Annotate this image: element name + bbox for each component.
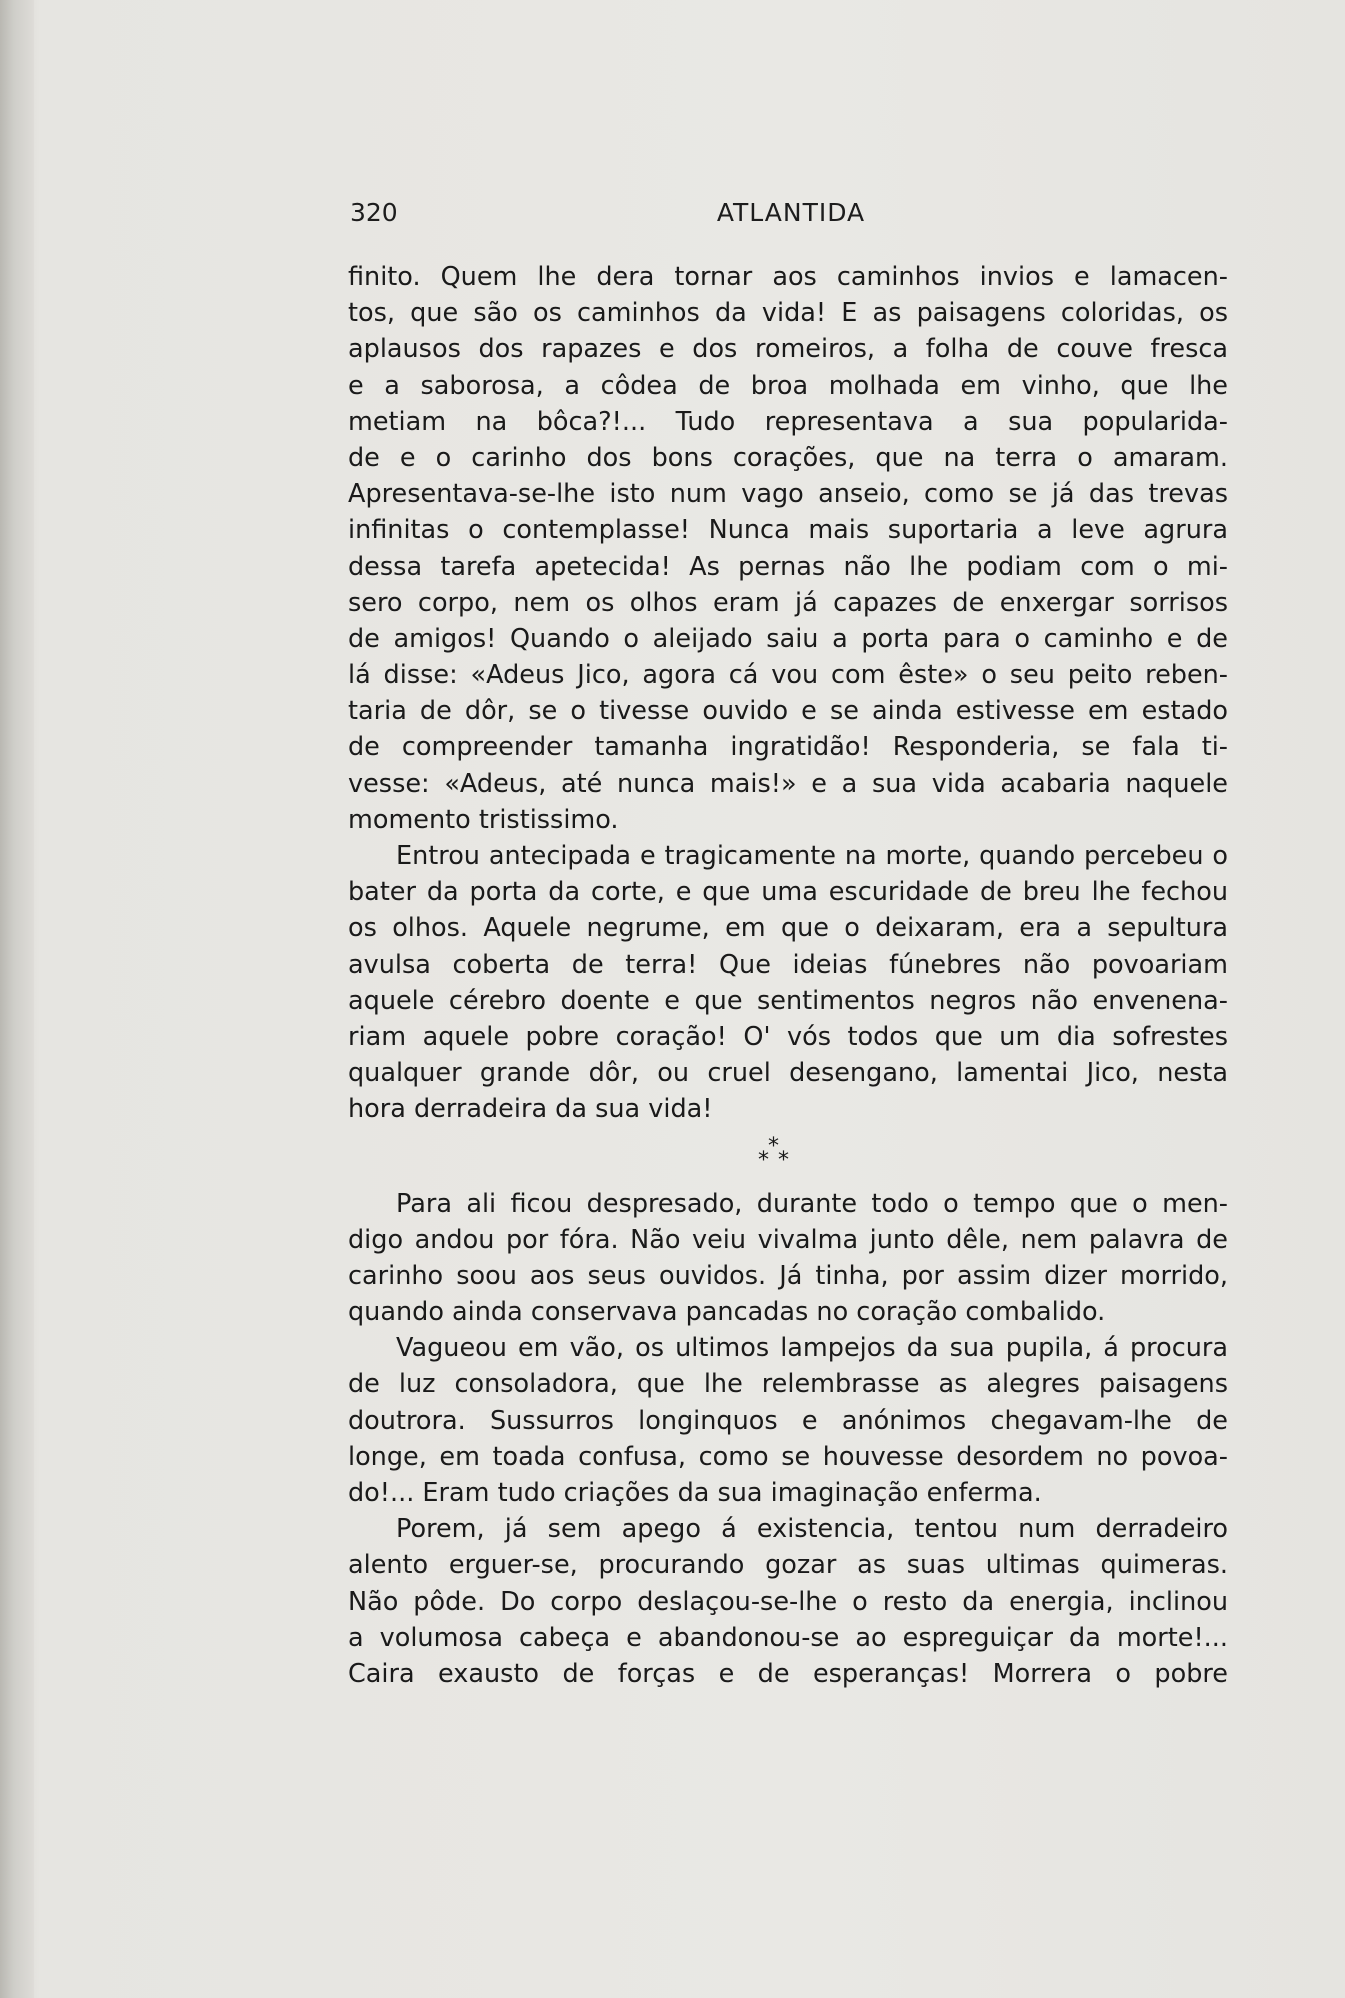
text-line: Apresentava-se-lhe isto num vago anseio, como se já das trevas [348, 479, 1228, 510]
text-line: carinho soou aos seus ouvidos. Já tinha, por assim dizer morrido, [348, 1260, 1228, 1291]
text-line: longe, em toada confusa, como se houvesse desordem no povoa- [348, 1441, 1228, 1472]
text-line: finito. Quem lhe dera tornar aos caminhos invios e lamacen- [348, 262, 1228, 292]
text-line: metiam na bôca?!... Tudo representava a sua popularida- [348, 406, 1228, 437]
separator-star: * [758, 1147, 769, 1173]
text-line: Entrou antecipada e tragicamente na morte, quando percebeu o [396, 841, 1228, 871]
text-line: bater da porta da corte, e que uma escuridade de breu lhe fechou [348, 877, 1228, 908]
section-separator [348, 1128, 1228, 1186]
text-line: qualquer grande dôr, ou cruel desengano, lamentai Jico, nesta [348, 1058, 1228, 1089]
text-line: de luz consoladora, que lhe relembrasse as alegres paisagens [348, 1369, 1228, 1400]
text-line: taria de dôr, se o tivesse ouvido e se ainda estivesse em estado [348, 696, 1228, 727]
text-line: de amigos! Quando o aleijado saiu a porta para o caminho e de [348, 623, 1228, 654]
page-number: 320 [350, 198, 398, 227]
text-line: lá disse: «Adeus Jico, agora cá vou com êste» o seu peito reben- [348, 660, 1228, 691]
text-line: sero corpo, nem os olhos eram já capazes de enxergar sorrisos [348, 587, 1228, 618]
text-line: de e o carinho dos bons corações, que na terra o amaram. [348, 442, 1228, 473]
text-line: do!... Eram tudo criações da sua imaginação enferma. [348, 1478, 1042, 1508]
text-line: de compreender tamanha ingratidão! Responderia, se fala ti- [348, 732, 1228, 763]
text-line: os olhos. Aquele negrume, em que o deixaram, era a sepultura [348, 913, 1228, 944]
text-line: dessa tarefa apetecida! As pernas não lhe podiam com o mi- [348, 551, 1228, 582]
text-line: hora derradeira da sua vida! [348, 1094, 713, 1125]
text-line: Caira exausto de forças e de esperanças! Morrera o pobre [348, 1658, 1228, 1689]
running-title: ATLANTIDA [716, 198, 866, 227]
text-line: alento erguer-se, procurando gozar as suas ultimas quimeras. [348, 1550, 1228, 1581]
text-line: quando ainda conservava pancadas no coração combalido. [348, 1297, 1106, 1328]
text-line: Porem, já sem apego á existencia, tentou num derradeiro [396, 1514, 1228, 1545]
body-text [348, 259, 1228, 1692]
separator-star: * [768, 1133, 779, 1159]
page-binding-edge [0, 0, 34, 1998]
text-line: Não pôde. Do corpo deslaçou-se-lhe o resto da energia, inclinou [348, 1586, 1228, 1617]
text-line: tos, que são os caminhos da vida! E as paisagens coloridas, os [348, 298, 1228, 329]
page-header [350, 198, 1232, 238]
text-line: infinitas o contemplasse! Nunca mais suportaria a leve agrura [348, 515, 1228, 546]
text-line: doutrora. Sussurros longinquos e anónimos chegavam-lhe de [348, 1405, 1228, 1436]
text-line: avulsa coberta de terra! Que ideias fúnebres não povoariam [348, 949, 1228, 980]
text-line: aquele cérebro doente e que sentimentos negros não envenena- [348, 985, 1228, 1016]
text-line: riam aquele pobre coração! O' vós todos que um dia sofrestes [348, 1021, 1228, 1052]
text-line: e a saborosa, a côdea de broa molhada em vinho, que lhe [348, 370, 1228, 401]
text-line: aplausos dos rapazes e dos romeiros, a folha de couve fresca [348, 334, 1228, 365]
text-line: digo andou por fóra. Não veiu vivalma junto dêle, nem palavra de [348, 1224, 1228, 1255]
text-line: Vagueou em vão, os ultimos lampejos da sua pupila, á procura [396, 1333, 1228, 1364]
text-line: a volumosa cabeça e abandonou-se ao espreguiçar da morte!... [348, 1622, 1228, 1653]
separator-star: * [778, 1147, 789, 1173]
text-line: momento tristissimo. [348, 804, 619, 835]
text-line: vesse: «Adeus, até nunca mais!» e a sua vida acabaria naquele [348, 768, 1228, 799]
text-line: Para ali ficou despresado, durante todo o tempo que o men- [396, 1188, 1228, 1219]
